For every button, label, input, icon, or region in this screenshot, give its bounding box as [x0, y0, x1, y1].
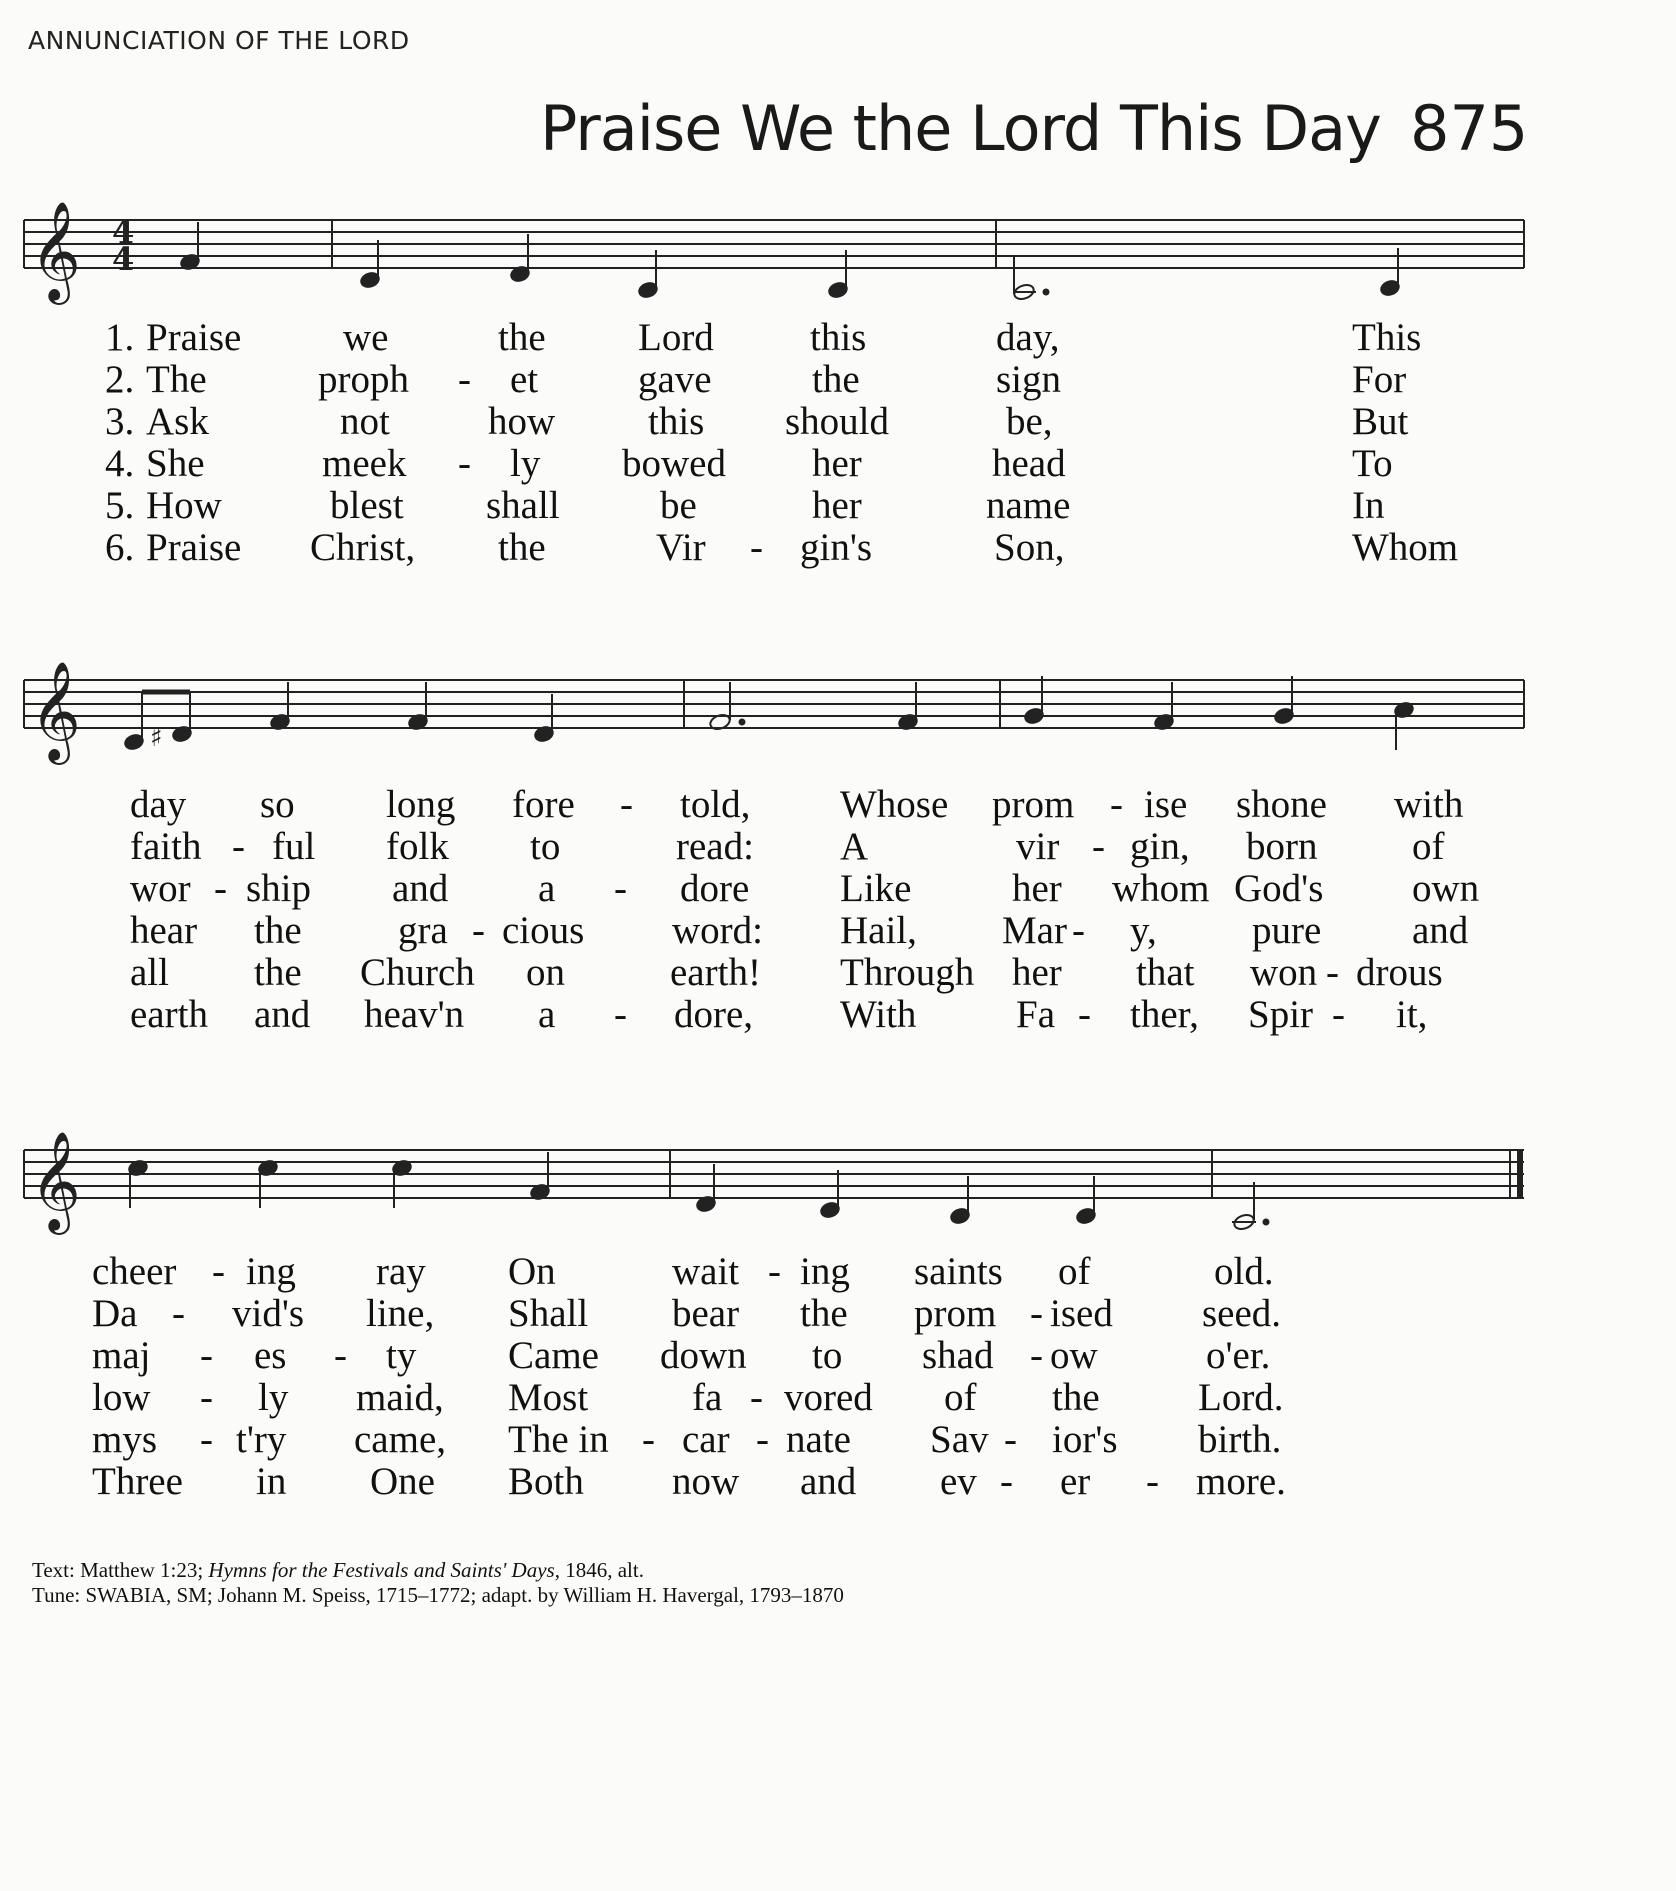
svg-text:4: 4 — [112, 240, 135, 278]
lyric: er — [1060, 1460, 1091, 1503]
lyric: whom — [1112, 867, 1210, 910]
lyric: fore — [512, 783, 575, 826]
lyric: - — [200, 1376, 213, 1419]
lyric: ing — [800, 1250, 850, 1293]
lyric: mys — [92, 1418, 158, 1461]
lyric: of — [1412, 825, 1445, 868]
lyric: not — [340, 400, 390, 443]
lyric: old. — [1214, 1250, 1274, 1293]
lyric: wait — [672, 1250, 740, 1293]
lyric: - — [1030, 1292, 1043, 1335]
lyric: The in — [508, 1418, 609, 1461]
lyric: vored — [784, 1376, 873, 1419]
lyric: born — [1246, 825, 1318, 868]
lyric: 5. — [105, 484, 135, 527]
lyric: - — [768, 1250, 781, 1293]
lyric: birth. — [1198, 1418, 1282, 1461]
lyric: head — [992, 442, 1066, 485]
lyric: cheer — [92, 1250, 177, 1293]
lyric: that — [1136, 951, 1195, 994]
lyric: Praise — [146, 526, 242, 569]
lyric: Came — [508, 1334, 599, 1377]
lyric: should — [785, 400, 890, 443]
lyric: her — [812, 484, 862, 527]
lyric: and — [392, 867, 449, 910]
lyric: ship — [246, 867, 312, 910]
lyric: Hail, — [840, 909, 917, 952]
lyric: own — [1412, 867, 1480, 910]
lyric: 1. — [105, 316, 135, 359]
lyric: so — [260, 783, 295, 826]
section-header: ANNUNCIATION OF THE LORD — [28, 26, 410, 55]
lyric: With — [840, 993, 917, 1036]
lyric: to — [530, 825, 561, 868]
lyric: ly — [258, 1376, 289, 1419]
lyric: - — [614, 993, 627, 1036]
lyric: - — [458, 358, 471, 401]
lyric: prom — [992, 783, 1075, 826]
lyric: - — [214, 867, 227, 910]
lyric: earth! — [670, 951, 761, 994]
lyric: we — [343, 316, 389, 359]
lyric: shone — [1236, 783, 1327, 826]
lyric: nate — [786, 1418, 851, 1461]
lyric: earth — [130, 993, 208, 1036]
lyric: - — [172, 1292, 185, 1335]
lyric: line, — [366, 1292, 435, 1335]
lyric: For — [1352, 358, 1407, 401]
lyric: shall — [486, 484, 560, 527]
lyric: 2. — [105, 358, 135, 401]
lyric: dore, — [674, 993, 754, 1036]
lyric: of — [1058, 1250, 1091, 1293]
lyric: be, — [1006, 400, 1053, 443]
lyric: Vir — [656, 526, 706, 569]
lyric: - — [200, 1334, 213, 1377]
lyric: gin, — [1130, 825, 1190, 868]
lyric: with — [1394, 783, 1464, 826]
lyric: Whom — [1352, 526, 1459, 569]
treble-clef-icon: 𝄞 — [30, 1131, 81, 1231]
lyric: On — [508, 1250, 556, 1293]
lyric: now — [672, 1460, 740, 1503]
lyric: 4. — [105, 442, 135, 485]
time-signature: 4 — [112, 213, 135, 251]
lyric: gra — [398, 909, 448, 952]
lyric: This — [1352, 316, 1422, 359]
lyric: car — [682, 1418, 730, 1461]
treble-clef-icon: 𝄞 — [30, 661, 81, 761]
lyric: Lord. — [1198, 1376, 1284, 1419]
lyric: vid's — [232, 1292, 305, 1335]
lyric: Fa — [1016, 993, 1055, 1036]
lyric: the — [254, 951, 302, 994]
lyric: told, — [680, 783, 751, 826]
lyric: es — [254, 1334, 287, 1377]
lyric: heav'n — [364, 993, 465, 1036]
lyric: Spir — [1248, 993, 1314, 1036]
lyric: of — [944, 1376, 977, 1419]
lyric: To — [1352, 442, 1393, 485]
lyric: meek — [322, 442, 407, 485]
lyric: ray — [376, 1250, 426, 1293]
lyric: - — [472, 909, 485, 952]
lyric: faith — [130, 825, 202, 868]
lyric: Shall — [508, 1292, 589, 1335]
lyric: Praise — [146, 316, 242, 359]
lyric: - — [1110, 783, 1123, 826]
lyric: Christ, — [310, 526, 416, 569]
lyric: - — [1072, 909, 1085, 952]
lyric: ised — [1050, 1292, 1113, 1335]
lyric: down — [660, 1334, 747, 1377]
lyric: - — [334, 1334, 347, 1377]
lyric: Church — [360, 951, 475, 994]
lyric: word: — [672, 909, 763, 952]
lyric: more. — [1196, 1460, 1286, 1503]
lyric: shad — [922, 1334, 994, 1377]
lyric: maid, — [356, 1376, 444, 1419]
lyric: Whose — [840, 783, 949, 826]
lyric: Sav — [930, 1418, 989, 1461]
lyric: all — [130, 951, 169, 994]
lyric: the — [498, 526, 546, 569]
lyric: day, — [996, 316, 1060, 359]
staff-system-3 — [0, 1120, 1676, 1260]
title-row — [540, 92, 1540, 182]
lyric: - — [642, 1418, 655, 1461]
lyric: won — [1250, 951, 1318, 994]
lyric: - — [1078, 993, 1091, 1036]
lyric: on — [526, 951, 565, 994]
lyric: Lord — [638, 316, 714, 359]
lyric: ow — [1050, 1334, 1098, 1377]
credits — [32, 1558, 844, 1608]
lyric: Three — [92, 1460, 183, 1503]
lyric: read: — [676, 825, 754, 868]
lyric: how — [488, 400, 556, 443]
lyric: to — [812, 1334, 843, 1377]
lyric: The — [146, 358, 207, 401]
lyric: et — [510, 358, 539, 401]
lyric: the — [498, 316, 546, 359]
tune-credit: Tune: SWABIA, SM; Johann M. Speiss, 1715–1772; adapt. by William H. Havergal, 1793–1870 — [32, 1583, 844, 1607]
lyric: - — [212, 1250, 225, 1293]
lyric: - — [1092, 825, 1105, 868]
lyric: proph — [318, 358, 409, 401]
lyric: ior's — [1052, 1418, 1118, 1461]
lyric: and — [254, 993, 311, 1036]
lyric: y, — [1130, 909, 1157, 952]
lyric: Son, — [994, 526, 1065, 569]
lyric: Ask — [146, 400, 209, 443]
staff-system-2 — [0, 650, 1676, 780]
lyric: maj — [92, 1334, 151, 1377]
lyric: gave — [638, 358, 712, 401]
lyric: ise — [1144, 783, 1188, 826]
lyric: ful — [272, 825, 316, 868]
lyric: - — [756, 1418, 769, 1461]
lyric: - — [1332, 993, 1345, 1036]
lyric: gin's — [800, 526, 873, 569]
lyric: ev — [940, 1460, 977, 1503]
hymn-title: Praise We the Lord This Day — [540, 92, 1381, 165]
lyric: her — [1012, 867, 1062, 910]
lyric: saints — [914, 1250, 1003, 1293]
treble-clef-icon: 𝄞 — [30, 201, 81, 301]
lyric: Mar — [1002, 909, 1067, 952]
lyric: 6. — [105, 526, 135, 569]
lyric: Da — [92, 1292, 138, 1335]
lyric: - — [232, 825, 245, 868]
lyric: One — [370, 1460, 435, 1503]
lyric: - — [1004, 1418, 1017, 1461]
lyric: Like — [840, 867, 912, 910]
lyric: wor — [130, 867, 191, 910]
lyric: - — [200, 1418, 213, 1461]
lyric: low — [92, 1376, 151, 1419]
svg-text:♯: ♯ — [150, 723, 163, 753]
lyric: in — [256, 1460, 287, 1503]
lyric: the — [812, 358, 860, 401]
lyric: a — [538, 993, 556, 1036]
staff-system-1 — [0, 190, 1676, 320]
lyric: a — [538, 867, 556, 910]
lyric: and — [800, 1460, 857, 1503]
lyric: Through — [840, 951, 975, 994]
lyric: vir — [1016, 825, 1060, 868]
lyric: this — [810, 316, 867, 359]
lyric: the — [800, 1292, 848, 1335]
lyric: How — [146, 484, 222, 527]
lyric: But — [1352, 400, 1409, 443]
lyric: fa — [692, 1376, 723, 1419]
lyric: Most — [508, 1376, 589, 1419]
lyric: A — [840, 825, 869, 868]
lyric: came, — [354, 1418, 447, 1461]
lyric: ly — [510, 442, 541, 485]
lyric: the — [1052, 1376, 1100, 1419]
lyric: 3. — [105, 400, 135, 443]
lyric: her — [812, 442, 862, 485]
lyric: t'ry — [236, 1418, 287, 1461]
lyric: pure — [1252, 909, 1322, 952]
lyric: - — [1000, 1460, 1013, 1503]
lyric: dore — [680, 867, 750, 910]
lyric: blest — [330, 484, 404, 527]
lyric: o'er. — [1206, 1334, 1271, 1377]
lyric: - — [1030, 1334, 1043, 1377]
lyric: folk — [386, 825, 449, 868]
lyric: God's — [1234, 867, 1324, 910]
lyric: day — [130, 783, 187, 826]
lyric: seed. — [1202, 1292, 1282, 1335]
lyric: be — [660, 484, 697, 527]
text-credit: Text: Matthew 1:23; Hymns for the Festivals and Saints' Days, 1846, alt. — [32, 1558, 644, 1582]
lyric: ing — [246, 1250, 296, 1293]
lyric: - — [620, 783, 633, 826]
lyric: - — [750, 1376, 763, 1419]
lyric: - — [1326, 951, 1339, 994]
hymn-number: 875 — [1410, 92, 1529, 165]
lyric: long — [386, 783, 456, 826]
lyric: bear — [672, 1292, 740, 1335]
lyric: Both — [508, 1460, 584, 1503]
lyric: - — [458, 442, 471, 485]
lyric: In — [1352, 484, 1385, 527]
lyric: it, — [1396, 993, 1428, 1036]
lyric: prom — [914, 1292, 997, 1335]
lyric: - — [750, 526, 763, 569]
lyric: bowed — [622, 442, 726, 485]
lyric: She — [146, 442, 205, 485]
lyric: and — [1412, 909, 1469, 952]
lyric: this — [648, 400, 705, 443]
lyric: cious — [502, 909, 585, 952]
lyric: the — [254, 909, 302, 952]
lyric: ty — [386, 1334, 417, 1377]
lyric: - — [1146, 1460, 1159, 1503]
lyric: ther, — [1130, 993, 1199, 1036]
lyric: hear — [130, 909, 198, 952]
lyric: sign — [996, 358, 1062, 401]
lyric: - — [614, 867, 627, 910]
lyric: her — [1012, 951, 1062, 994]
lyric: name — [986, 484, 1071, 527]
lyric: drous — [1356, 951, 1443, 994]
